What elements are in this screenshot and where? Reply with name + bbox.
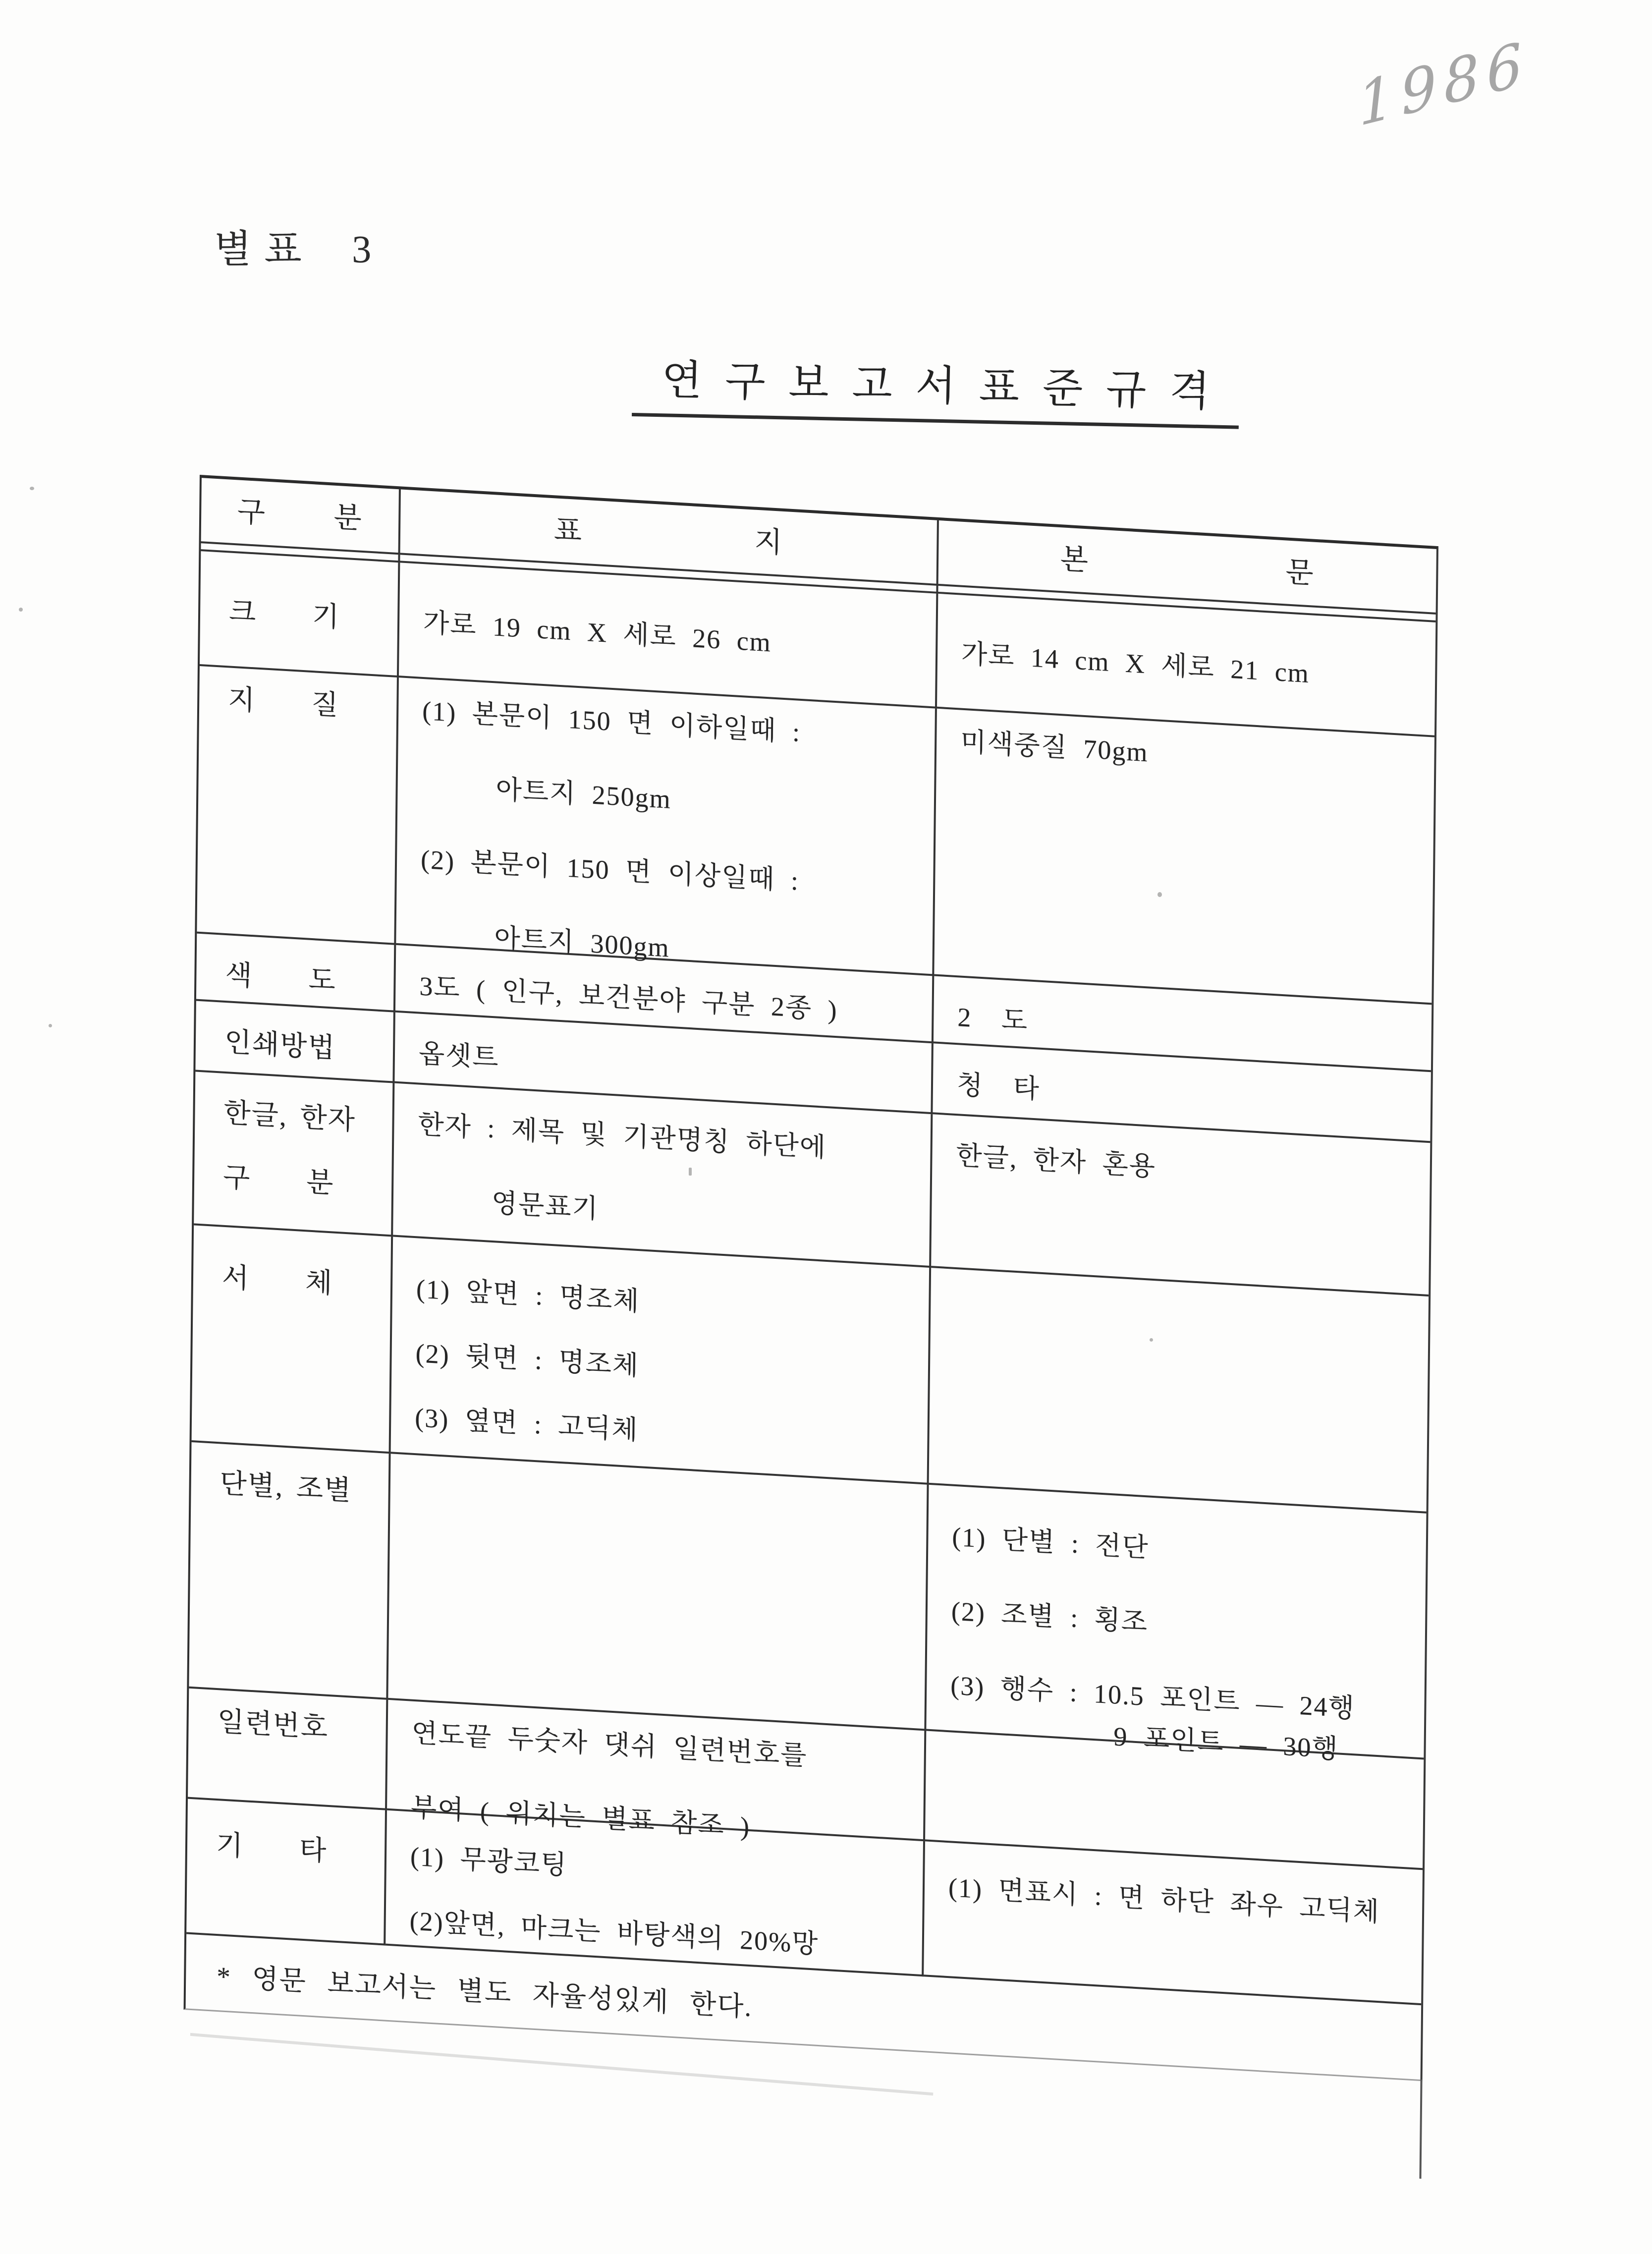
row-paper-cover-line: 아트지 300gm bbox=[494, 923, 670, 963]
document-title: 연 구 보 고 서 표 준 규 격 bbox=[661, 357, 1213, 415]
row-typeface-cover-line: (1) 앞면 : 명조체 bbox=[416, 1274, 640, 1317]
row-printing-label: 인쇄방법 bbox=[195, 1001, 395, 1083]
row-hangul-body-line: 한글, 한자 혼용 bbox=[956, 1140, 1156, 1182]
row-hangul-cover bbox=[393, 1083, 933, 1268]
row-printing-body-line: 청 타 bbox=[956, 1070, 1041, 1104]
spec-table bbox=[184, 475, 1438, 2081]
header-body: 본 문 bbox=[938, 520, 1436, 615]
row-color-cover-line: 3도 ( 인구, 보건분야 구분 2종 ) bbox=[419, 971, 838, 1025]
row-etc-cover-line: (1) 무광코팅 bbox=[410, 1841, 568, 1880]
row-printing-cover-line: 옵셋트 bbox=[418, 1038, 499, 1073]
row-hangul-label-line: 구 분 bbox=[222, 1162, 334, 1199]
row-etc-cover-line: (2)앞면, 마크는 바탕색의 20%망 bbox=[409, 1906, 819, 1960]
row-layout-body-line: (3) 행수 : 10.5 포인트 — 24행 bbox=[950, 1670, 1356, 1724]
row-layout-body bbox=[926, 1485, 1426, 1764]
scan-speckle bbox=[1157, 892, 1162, 897]
scan-speckle bbox=[19, 608, 23, 612]
right-border-overshoot bbox=[1419, 2080, 1422, 2179]
row-layout-body-line: 9 포인트 — 30행 bbox=[1113, 1721, 1339, 1764]
row-paper-cover-line: 아트지 250gm bbox=[496, 774, 672, 814]
row-hangul-cover-line: 한자 : 제목 및 기관명칭 하단에 bbox=[418, 1109, 827, 1163]
row-typeface-body bbox=[929, 1268, 1429, 1514]
row-hangul-label-line: 한글, 한자 bbox=[223, 1097, 356, 1136]
row-typeface-cover bbox=[391, 1237, 932, 1484]
row-layout-cover bbox=[388, 1454, 929, 1731]
spec-table-wrapper bbox=[184, 475, 1438, 2081]
row-serial-label: 일련번호 bbox=[188, 1689, 388, 1810]
row-size-cover-line: 가로 19 cm X 세로 26 cm bbox=[423, 608, 772, 658]
row-layout-body-line: (1) 단별 : 전단 bbox=[952, 1521, 1149, 1563]
row-hangul-cover-line: 영문표기 bbox=[491, 1187, 599, 1224]
row-typeface-cover-line: (3) 옆면 : 고딕체 bbox=[415, 1403, 639, 1446]
row-typeface-cover-line: (2) 뒷면 : 명조체 bbox=[415, 1338, 640, 1381]
row-size-label: 크 기 bbox=[200, 551, 400, 677]
scan-speckle bbox=[49, 1024, 52, 1027]
row-serial-cover-line: 연도끝 두숫자 댓쉬 일련번호를 bbox=[411, 1718, 808, 1771]
row-color-label: 색 도 bbox=[196, 934, 396, 1013]
row-paper-body bbox=[934, 709, 1434, 1005]
row-paper-cover bbox=[396, 677, 937, 976]
row-paper-cover-line: (1) 본문이 150 면 이하일때 : bbox=[422, 695, 801, 747]
row-paper-cover-line: (2) 본문이 150 면 이상일때 : bbox=[420, 844, 800, 896]
row-layout-body-line: (2) 조별 : 횡조 bbox=[951, 1596, 1149, 1637]
row-paper-body-line: 미색중질 70gm bbox=[960, 727, 1149, 768]
row-etc-label: 기 타 bbox=[186, 1799, 387, 1946]
row-color-body-line: 2 도 bbox=[957, 1002, 1029, 1036]
row-hangul-body bbox=[931, 1114, 1430, 1296]
row-paper-label: 지 질 bbox=[197, 666, 399, 945]
attachment-label: 별표 3 bbox=[214, 227, 385, 271]
table-footnote: * 영문 보고서는 별도 자율성있게 한다. bbox=[216, 1961, 753, 2023]
row-layout-label: 단별, 조별 bbox=[189, 1442, 390, 1700]
row-serial-cover-line: 부여 ( 위치는 별표 참조 ) bbox=[410, 1792, 751, 1842]
row-etc-body-line: (1) 면표시 : 면 하단 좌우 고딕체 bbox=[948, 1872, 1380, 1927]
row-typeface-label: 서 체 bbox=[192, 1225, 393, 1454]
scan-speckle bbox=[689, 1168, 692, 1176]
row-size-body-line: 가로 14 cm X 세로 21 cm bbox=[961, 638, 1310, 689]
scan-speckle bbox=[30, 487, 34, 490]
handwritten-year: 1986 bbox=[1355, 28, 1532, 140]
document-title-block bbox=[632, 346, 1243, 429]
header-cover: 표 지 bbox=[400, 489, 939, 586]
header-category: 구 분 bbox=[201, 478, 401, 555]
scan-speckle bbox=[1150, 1338, 1153, 1342]
row-hangul-label bbox=[194, 1072, 394, 1237]
